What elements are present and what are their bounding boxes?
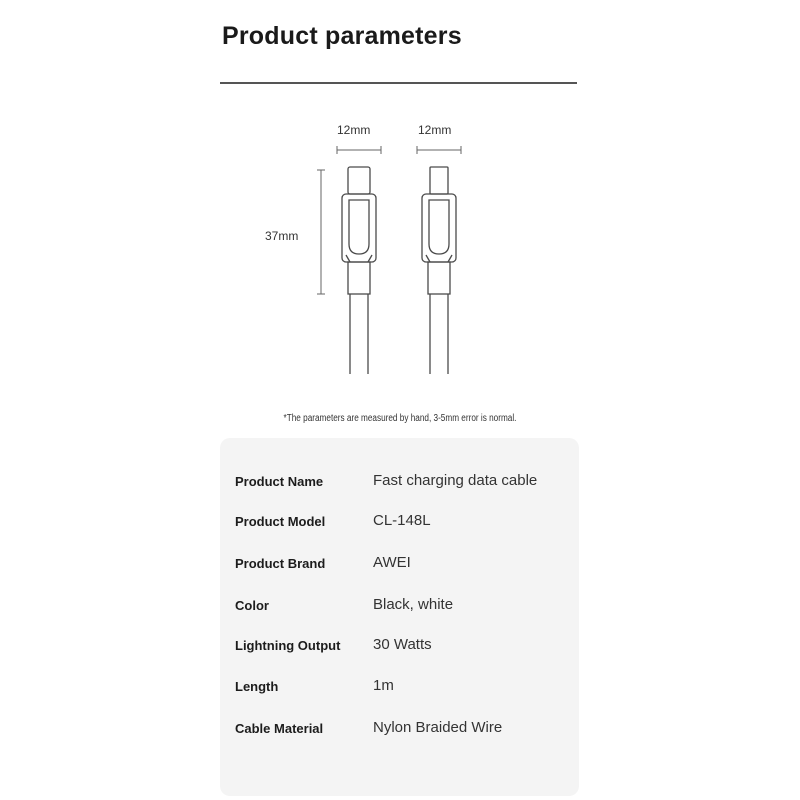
lightning-connector-icon	[422, 167, 456, 374]
spec-row	[220, 719, 579, 741]
spec-value: AWEI	[373, 554, 411, 571]
spec-row	[220, 596, 579, 618]
measurement-note: *The parameters are measured by hand, 3-5mm error is normal.	[283, 413, 517, 424]
spec-label: Lightning Output	[235, 638, 341, 653]
spec-value: 30 Watts	[373, 636, 432, 653]
spec-row	[220, 636, 579, 658]
spec-value: Black, white	[373, 596, 454, 613]
spec-value: 1m	[373, 677, 394, 694]
page-title: Product parameters	[222, 22, 462, 50]
spec-label: Product Name	[235, 474, 324, 489]
spec-row	[220, 472, 579, 494]
spec-table	[220, 438, 579, 796]
width-label-right: 12mm	[418, 123, 452, 137]
usb-c-connector-icon	[342, 167, 376, 374]
spec-row	[220, 512, 579, 534]
width-label-left: 12mm	[337, 123, 371, 137]
height-label: 37mm	[265, 229, 299, 243]
spec-label: Length	[235, 679, 279, 694]
spec-row	[220, 677, 579, 699]
spec-value: CL-148L	[373, 512, 431, 529]
spec-label: Product Brand	[235, 556, 326, 571]
spec-row	[220, 554, 579, 576]
spec-label: Cable Material	[235, 721, 324, 736]
spec-value: Fast charging data cable	[373, 472, 538, 489]
spec-label: Product Model	[235, 514, 326, 529]
spec-label: Color	[235, 598, 269, 613]
spec-value: Nylon Braided Wire	[373, 719, 503, 736]
